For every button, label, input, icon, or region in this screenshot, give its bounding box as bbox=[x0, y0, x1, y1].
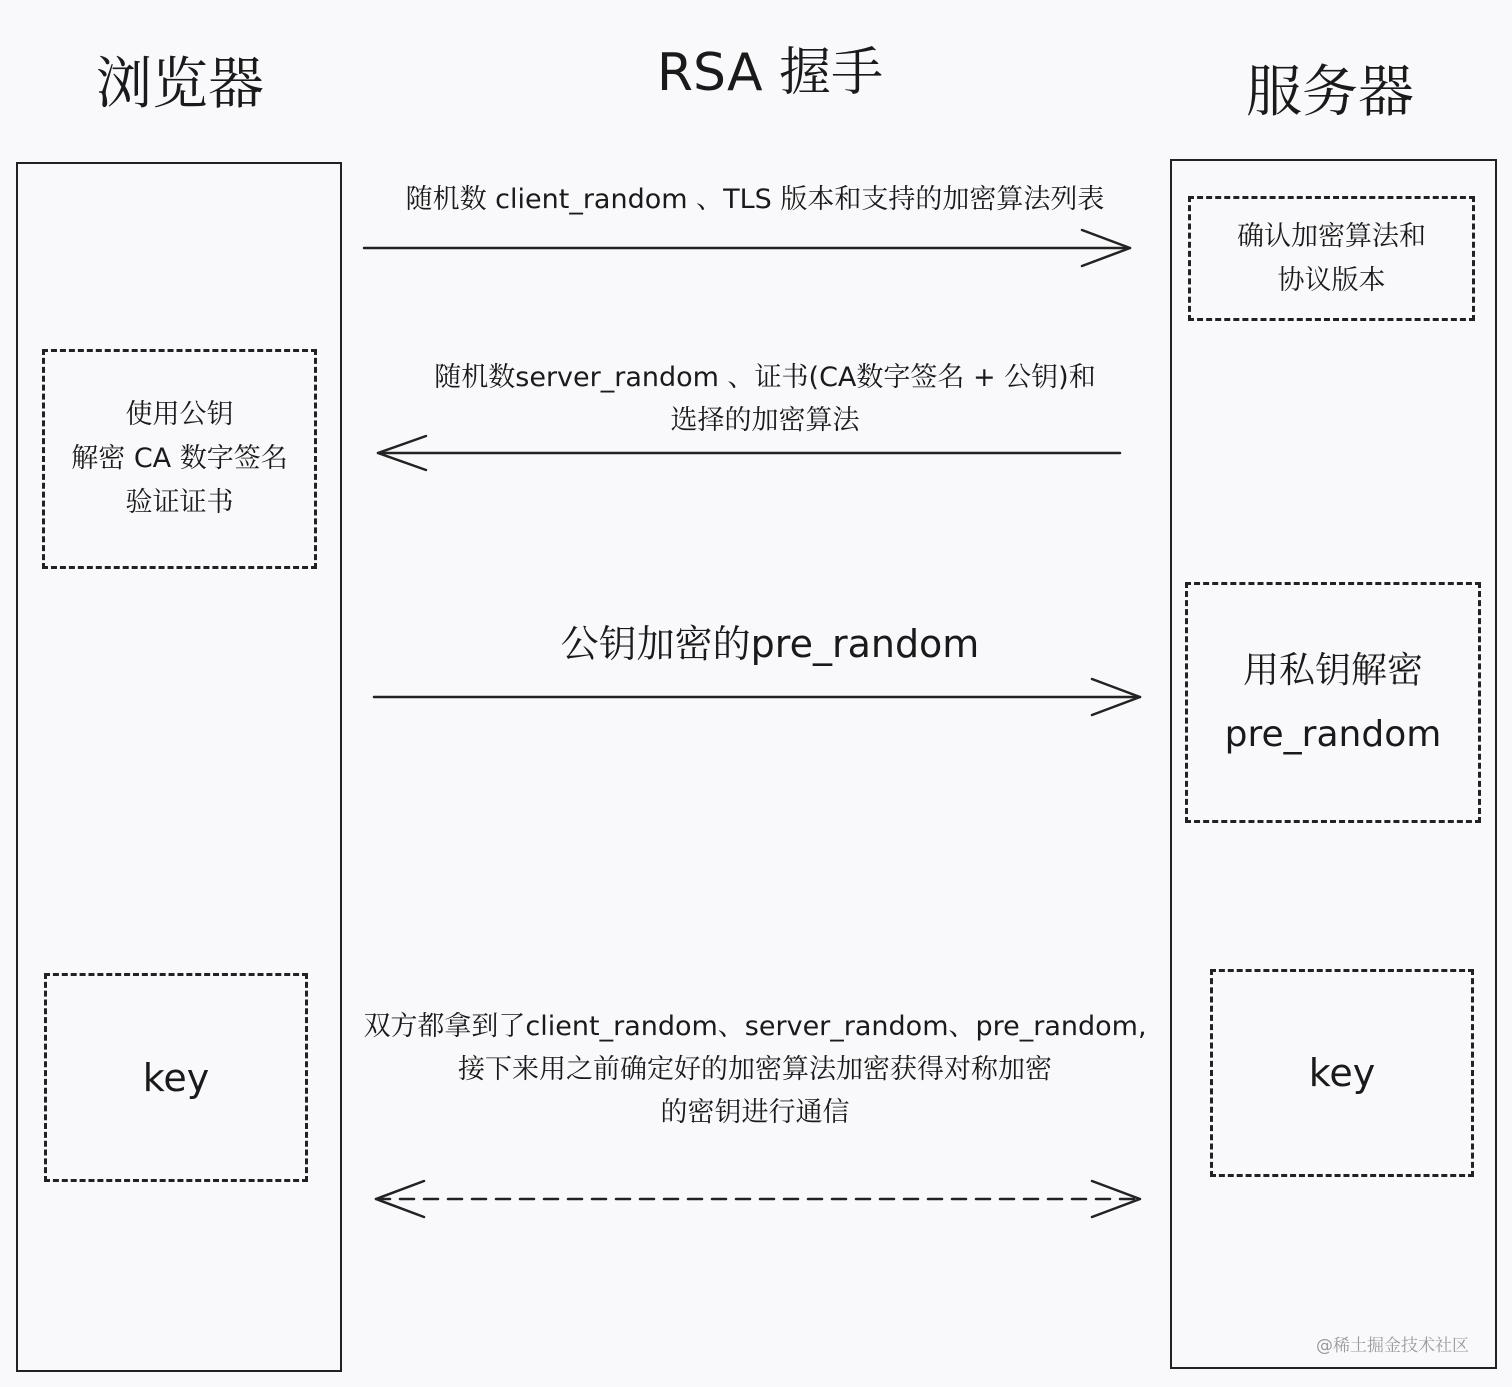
watermark: @稀土掘金技术社区 bbox=[1316, 1336, 1469, 1356]
note-line: key bbox=[142, 1055, 210, 1100]
diagram-title: RSA 握手 bbox=[656, 43, 884, 103]
message-line: 接下来用之前确定好的加密算法加密获得对称加密 bbox=[458, 1054, 1052, 1085]
note-line: 协议版本 bbox=[1277, 264, 1386, 296]
browser-title: 浏览器 bbox=[96, 52, 264, 117]
message-line: 的密钥进行通信 bbox=[660, 1097, 850, 1128]
note-line: pre_random bbox=[1224, 713, 1442, 755]
server-title: 服务器 bbox=[1246, 60, 1414, 125]
note-line: 确认加密算法和 bbox=[1237, 220, 1426, 252]
note-line: 用私钥解密 bbox=[1242, 649, 1423, 691]
note-line: key bbox=[1308, 1051, 1376, 1095]
message-line: 随机数server_random 、证书(CA数字签名 + 公钥)和 bbox=[434, 362, 1096, 393]
message-line: 选择的加密算法 bbox=[670, 405, 860, 436]
note-line: 验证证书 bbox=[125, 487, 234, 518]
message-line: 随机数 client_random 、TLS 版本和支持的加密算法列表 bbox=[405, 184, 1105, 215]
note-line: 解密 CA 数字签名 bbox=[71, 443, 288, 474]
message-line: 双方都拿到了client_random、server_random、pre_random, bbox=[363, 1011, 1147, 1042]
message-line: 公钥加密的pre_random bbox=[560, 622, 980, 666]
note-line: 使用公钥 bbox=[125, 399, 234, 430]
